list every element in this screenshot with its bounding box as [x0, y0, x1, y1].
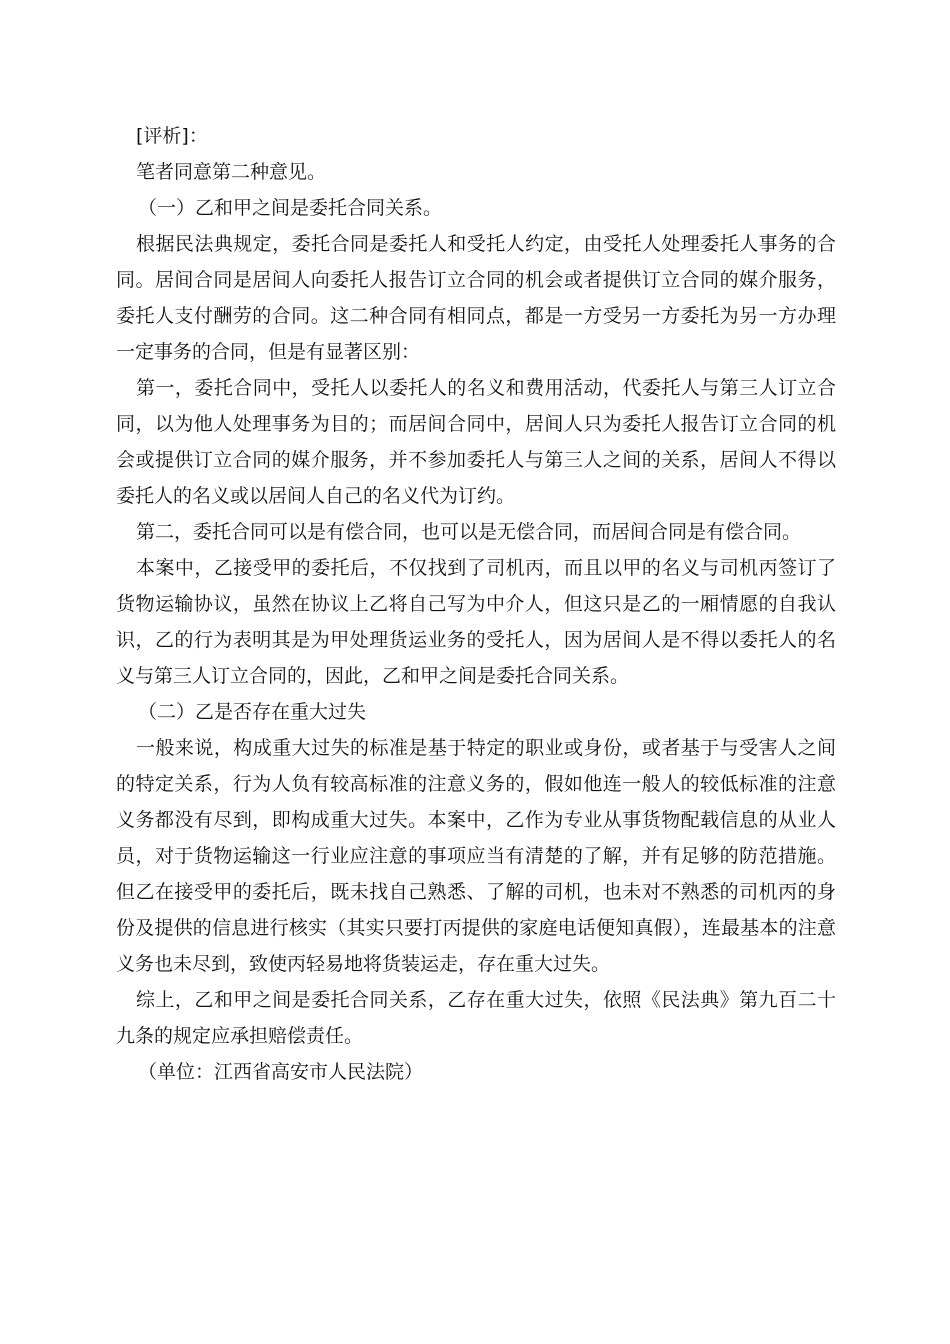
- conclusion-paragraph: 综上，乙和甲之间是委托合同关系，乙存在重大过失，依照《民法典》第九百二十九条的规定应承担赔偿责任。: [116, 989, 836, 1047]
- section-heading-1: （一）乙和甲之间是委托合同关系。: [138, 197, 443, 219]
- author-affiliation: （单位：江西省高安市人民法院）: [138, 1061, 424, 1083]
- document-body: [116, 118, 836, 1090]
- body-paragraph: 第一，委托合同中，受托人以委托人的名义和费用活动，代委托人与第三人订立合同，以为他人处理事务为目的；而居间合同中，居间人只为委托人报告订立合同的机会或提供订立合同的媒介服务，并不参加委托人与第三人之间的关系，居间人不得以委托人的名义或以居间人自己的名义代为订约。: [116, 377, 836, 507]
- section-heading-2: （二）乙是否存在重大过失: [138, 701, 367, 723]
- body-paragraph: 一般来说，构成重大过失的标准是基于特定的职业或身份，或者基于与受害人之间的特定关系，行为人负有较高标准的注意义务的，假如他连一般人的较低标准的注意义务都没有尽到，即构成重大过失。本案中，乙作为专业从事货物配载信息的从业人员，对于货物运输这一行业应注意的事项应当有清楚的了解，并有足够的防范措施。但乙在接受甲的委托后，既未找自己熟悉、了解的司机，也未对不熟悉的司机丙的身份及提供的信息进行核实（其实只要打丙提供的家庭电话便知真假），连最基本的注意义务也未尽到，致使丙轻易地将货装运走，存在重大过失。: [116, 737, 836, 975]
- body-paragraph: 第二，委托合同可以是有偿合同，也可以是无偿合同，而居间合同是有偿合同。: [136, 521, 802, 543]
- body-paragraph: 本案中，乙接受甲的委托后，不仅找到了司机丙，而且以甲的名义与司机丙签订了货物运输协议，虽然在协议上乙将自己写为中介人，但这只是乙的一厢情愿的自我认识，乙的行为表明其是为甲处理货运业务的受托人，因为居间人是不得以委托人的名义与第三人订立合同的，因此，乙和甲之间是委托合同关系。: [116, 557, 836, 687]
- body-paragraph: 根据民法典规定，委托合同是委托人和受托人约定，由受托人处理委托人事务的合同。居间合同是居间人向委托人报告订立合同的机会或者提供订立合同的媒介服务，委托人支付酬劳的合同。这二种合同有相同点，都是一方受另一方委托为另一方办理一定事务的合同，但是有显著区别：: [116, 233, 836, 363]
- comment-heading: [评析]：: [136, 125, 208, 147]
- opinion-paragraph: 笔者同意第二种意见。: [136, 161, 327, 183]
